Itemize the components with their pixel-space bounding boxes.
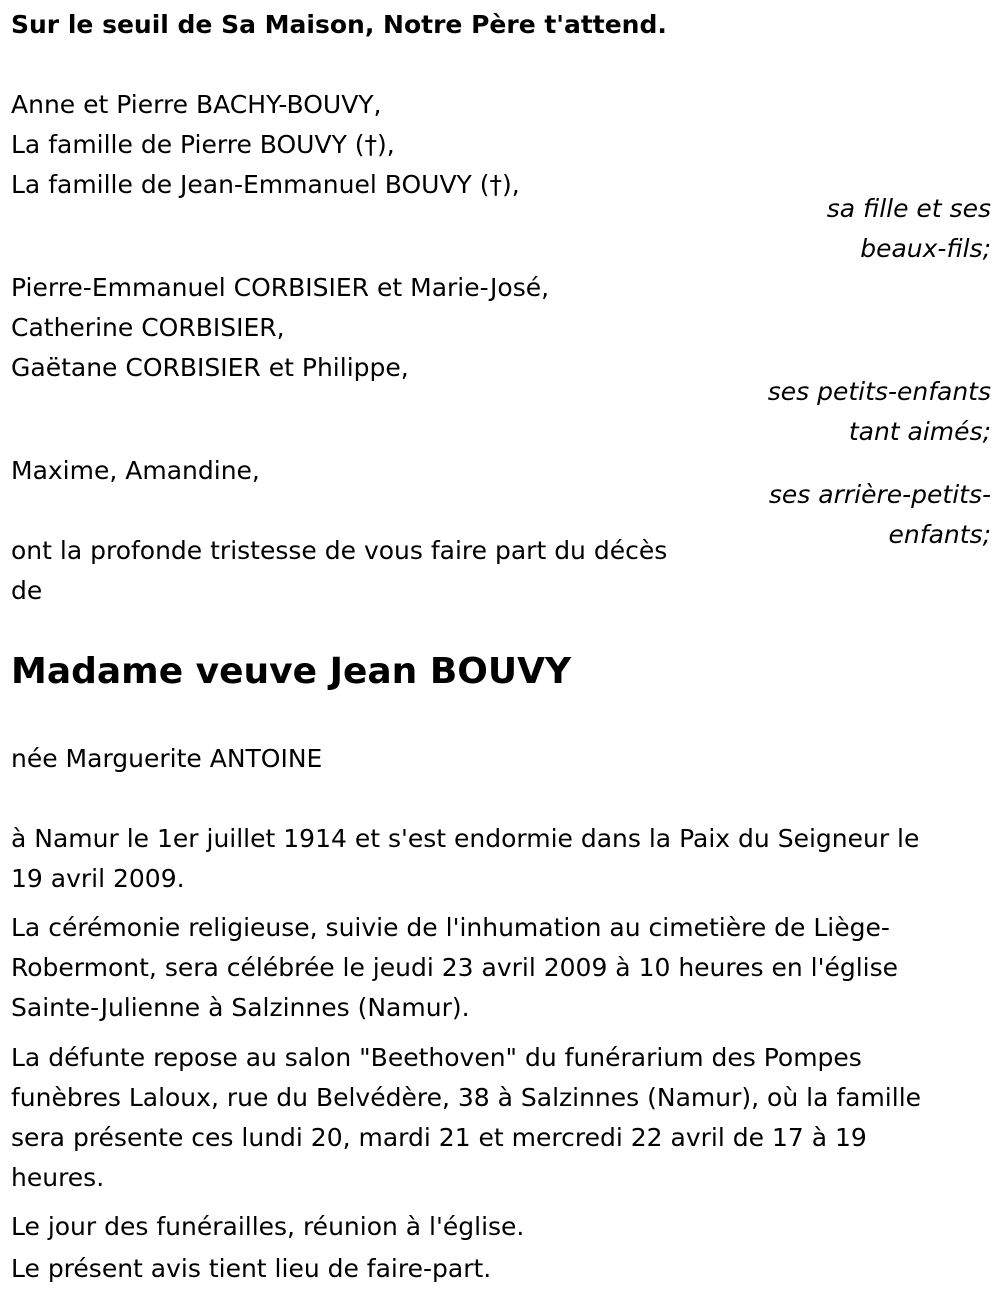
paragraph-line: heures. (11, 1163, 105, 1192)
heading-verse (11, 5, 667, 45)
paragraph-line: Le présent avis tient lieu de faire-part. (11, 1254, 492, 1283)
announcement-line: de (11, 576, 43, 605)
paragraph-meeting (11, 1207, 986, 1247)
paragraph-viewing (11, 1038, 986, 1198)
deceased-name (11, 647, 571, 697)
relation-label-3 (769, 475, 991, 555)
birth-name-text: née Marguerite ANTOINE (11, 744, 323, 773)
family-line: Gaëtane CORBISIER et Philippe, (11, 353, 409, 382)
paragraph-notice (11, 1249, 986, 1289)
family-line: Anne et Pierre BACHY-BOUVY, (11, 90, 382, 119)
deceased-name-text: Madame veuve Jean BOUVY (11, 651, 572, 692)
paragraph-ceremony (11, 908, 986, 1028)
announcement-line: ont la profonde tristesse de vous faire part du décès (11, 536, 668, 565)
announcement (11, 531, 667, 611)
paragraph-line: à Namur le 1er juillet 1914 et s'est endormie dans la Paix du Seigneur le (11, 824, 920, 853)
family-group-1 (11, 85, 520, 205)
paragraph-line: Robermont, sera célébrée le jeudi 23 avril 2009 à 10 heures en l'église (11, 953, 899, 982)
paragraph-line: La défunte repose au salon "Beethoven" du funérarium des Pompes (11, 1043, 862, 1072)
family-group-3 (11, 451, 260, 491)
family-line: La famille de Pierre BOUVY (†), (11, 130, 395, 159)
relation-label-2 (768, 372, 991, 452)
relation-label-1 (827, 189, 991, 269)
family-line: Maxime, Amandine, (11, 456, 260, 485)
paragraph-line: funèbres Laloux, rue du Belvédère, 38 à Salzinnes (Namur), où la famille (11, 1083, 922, 1112)
relation-line: tant aimés; (848, 417, 991, 446)
relation-line: ses petits-enfants (767, 377, 991, 406)
paragraph-line: Sainte-Julienne à Salzinnes (Namur). (11, 993, 470, 1022)
family-line: Catherine CORBISIER, (11, 313, 285, 342)
heading-verse-text: Sur le seuil de Sa Maison, Notre Père t'attend. (11, 10, 667, 39)
relation-line: enfants; (888, 520, 991, 549)
family-group-2 (11, 268, 549, 388)
family-line: La famille de Jean-Emmanuel BOUVY (†), (11, 170, 520, 199)
family-line: Pierre-Emmanuel CORBISIER et Marie-José, (11, 273, 550, 302)
birth-name (11, 739, 322, 779)
relation-line: sa fille et ses (826, 194, 991, 223)
paragraph-line: sera présente ces lundi 20, mardi 21 et mercredi 22 avril de 17 à 19 (11, 1123, 867, 1152)
relation-line: beaux-fils; (860, 234, 991, 263)
relation-line: ses arrière-petits- (768, 480, 991, 509)
paragraph-line: La cérémonie religieuse, suivie de l'inhumation au cimetière de Liège- (11, 913, 890, 942)
paragraph-line: Le jour des funérailles, réunion à l'église. (11, 1212, 525, 1241)
paragraph-line: 19 avril 2009. (11, 864, 185, 893)
paragraph-birth-death (11, 819, 986, 899)
